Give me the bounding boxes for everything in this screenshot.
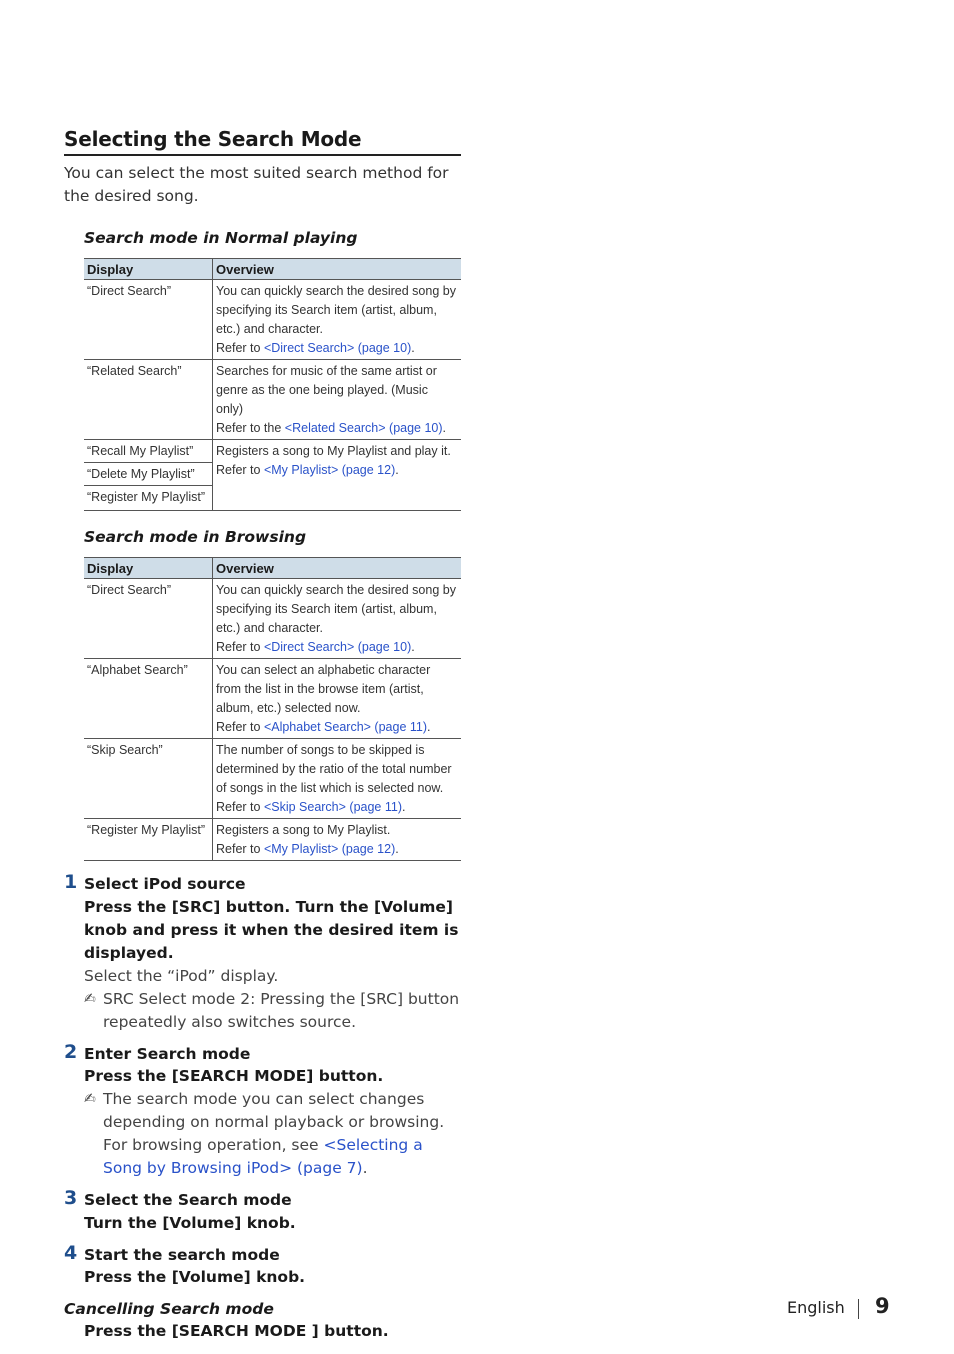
ref-link-skip-search[interactable]: <Skip Search> (page 11) xyxy=(263,800,402,814)
step-2 xyxy=(64,1040,461,1181)
browsing-table xyxy=(84,557,461,861)
ref-suffix: . xyxy=(427,720,431,734)
display-cell: “Register My Playlist” xyxy=(84,819,213,861)
cancel-instruction: Press the [SEARCH MODE ] button. xyxy=(84,1322,389,1340)
overview-text: You can select an alphabetic character from the list in the browse item (artist, album, etc.) selected now. xyxy=(216,663,431,715)
ref-suffix: . xyxy=(411,640,415,654)
col-overview: Overview xyxy=(213,259,462,280)
display-cell xyxy=(84,440,213,511)
overview-cell xyxy=(213,819,462,861)
steps-list xyxy=(64,873,461,1343)
page-number: 9 xyxy=(875,1294,890,1318)
step-number: 1 xyxy=(64,871,78,893)
overview-cell xyxy=(213,659,462,739)
step-instruction: Press the [SEARCH MODE] button. xyxy=(84,1067,384,1085)
pencil-note-icon: ✍ xyxy=(84,990,96,1007)
step-1 xyxy=(64,871,461,1034)
table-header xyxy=(84,259,461,280)
step-title: Start the search mode xyxy=(84,1245,280,1264)
ref-link-my-playlist[interactable]: <My Playlist> (page 12) xyxy=(263,463,396,477)
overview-cell xyxy=(213,360,462,440)
ref-suffix: . xyxy=(395,463,399,477)
overview-text: Searches for music of the same artist or genre as the one being played. (Music only) xyxy=(216,364,437,416)
overview-cell xyxy=(213,739,462,819)
step-3 xyxy=(64,1187,461,1235)
overview-text: Registers a song to My Playlist. xyxy=(216,823,391,837)
display-cell: “Skip Search” xyxy=(84,739,213,819)
browsing-heading: Search mode in Browsing xyxy=(84,528,307,546)
note-suffix: . xyxy=(362,1159,368,1177)
table-row xyxy=(84,819,461,861)
content-column xyxy=(64,126,461,1343)
overview-text: You can quickly search the desired song by specifying its Search item (artist, album, etc.) and character. xyxy=(216,583,456,635)
step-number: 4 xyxy=(64,1241,78,1264)
section-title: Selecting the Search Mode xyxy=(64,126,461,156)
normal-table xyxy=(84,258,461,511)
pencil-note-icon: ✍ xyxy=(84,1091,96,1107)
display-cell: “Direct Search” xyxy=(84,280,213,360)
table-row xyxy=(84,739,461,819)
note-text: The search mode you can select changes depending on normal playback or browsing. For browsing operation, see xyxy=(103,1090,445,1154)
ref-prefix: Refer to xyxy=(216,341,264,355)
step-instruction: Turn the [Volume] knob. xyxy=(84,1213,296,1232)
table-header xyxy=(84,558,461,579)
ref-link-selecting-song[interactable]: <Selecting a Song by Browsing iPod> (page 7) xyxy=(103,1136,423,1177)
table-row xyxy=(84,579,461,659)
step-title: Select the Search mode xyxy=(84,1191,292,1209)
step-4 xyxy=(64,1241,461,1290)
step-number: 3 xyxy=(64,1187,78,1209)
step-note xyxy=(84,988,461,1034)
overview-cell xyxy=(213,440,462,511)
ref-prefix: Refer to xyxy=(216,720,264,734)
overview-text: The number of songs to be skipped is determined by the ratio of the total number of songs in the list which is selected now. xyxy=(216,743,452,795)
ref-link-direct-search[interactable]: <Direct Search> (page 10) xyxy=(263,640,412,654)
ref-link-direct-search[interactable]: <Direct Search> (page 10) xyxy=(263,341,412,355)
display-cell: “Related Search” xyxy=(84,360,213,440)
footer-language: English xyxy=(787,1298,845,1317)
step-detail: Select the “iPod” display. xyxy=(84,966,279,985)
ref-link-related-search[interactable]: <Related Search> (page 10) xyxy=(284,421,443,435)
normal-heading: Search mode in Normal playing xyxy=(84,229,358,247)
ref-link-my-playlist[interactable]: <My Playlist> (page 12) xyxy=(263,842,396,856)
col-display: Display xyxy=(84,259,213,280)
ref-prefix: Refer to xyxy=(216,463,264,477)
overview-cell xyxy=(213,280,462,360)
display-recall: “Recall My Playlist” xyxy=(84,440,212,463)
cancel-title: Cancelling Search mode xyxy=(64,1300,274,1318)
step-title: Select iPod source xyxy=(84,875,246,893)
ref-prefix: Refer to xyxy=(216,800,264,814)
ref-suffix: . xyxy=(402,800,406,814)
overview-text: Registers a song to My Playlist and play it. xyxy=(216,444,451,458)
table-row xyxy=(84,280,461,360)
intro-text: You can select the most suited search method for the desired song. xyxy=(64,164,449,205)
display-delete: “Delete My Playlist” xyxy=(84,463,212,486)
ref-prefix: Refer to xyxy=(216,842,264,856)
note-text: SRC Select mode 2: Pressing the [SRC] button repeatedly also switches source. xyxy=(103,989,460,1031)
col-display: Display xyxy=(84,558,213,579)
step-title: Enter Search mode xyxy=(84,1044,251,1063)
display-cell: “Direct Search” xyxy=(84,579,213,659)
step-number: 2 xyxy=(64,1040,78,1063)
overview-text: You can quickly search the desired song by specifying its Search item (artist, album, etc.) and character. xyxy=(216,284,456,336)
table-row xyxy=(84,360,461,440)
table-row xyxy=(84,659,461,739)
step-instruction: Press the [Volume] knob. xyxy=(84,1268,306,1286)
ref-suffix: . xyxy=(411,341,415,355)
cancel-section xyxy=(64,1298,461,1343)
ref-suffix: . xyxy=(395,842,399,856)
ref-suffix: . xyxy=(442,421,447,435)
col-overview: Overview xyxy=(213,558,462,579)
step-instruction: Press the [SRC] button. Turn the [Volume] knob and press it when the desired item is displayed. xyxy=(84,897,459,962)
display-register: “Register My Playlist” xyxy=(87,490,206,504)
display-cell: “Alphabet Search” xyxy=(84,659,213,739)
footer-divider xyxy=(858,1299,859,1319)
ref-prefix: Refer to xyxy=(216,640,264,654)
ref-prefix: Refer to the xyxy=(216,421,285,435)
ref-link-alphabet-search[interactable]: <Alphabet Search> (page 11) xyxy=(263,720,428,734)
overview-cell xyxy=(213,579,462,659)
table-row xyxy=(84,440,461,511)
step-note xyxy=(84,1088,461,1180)
